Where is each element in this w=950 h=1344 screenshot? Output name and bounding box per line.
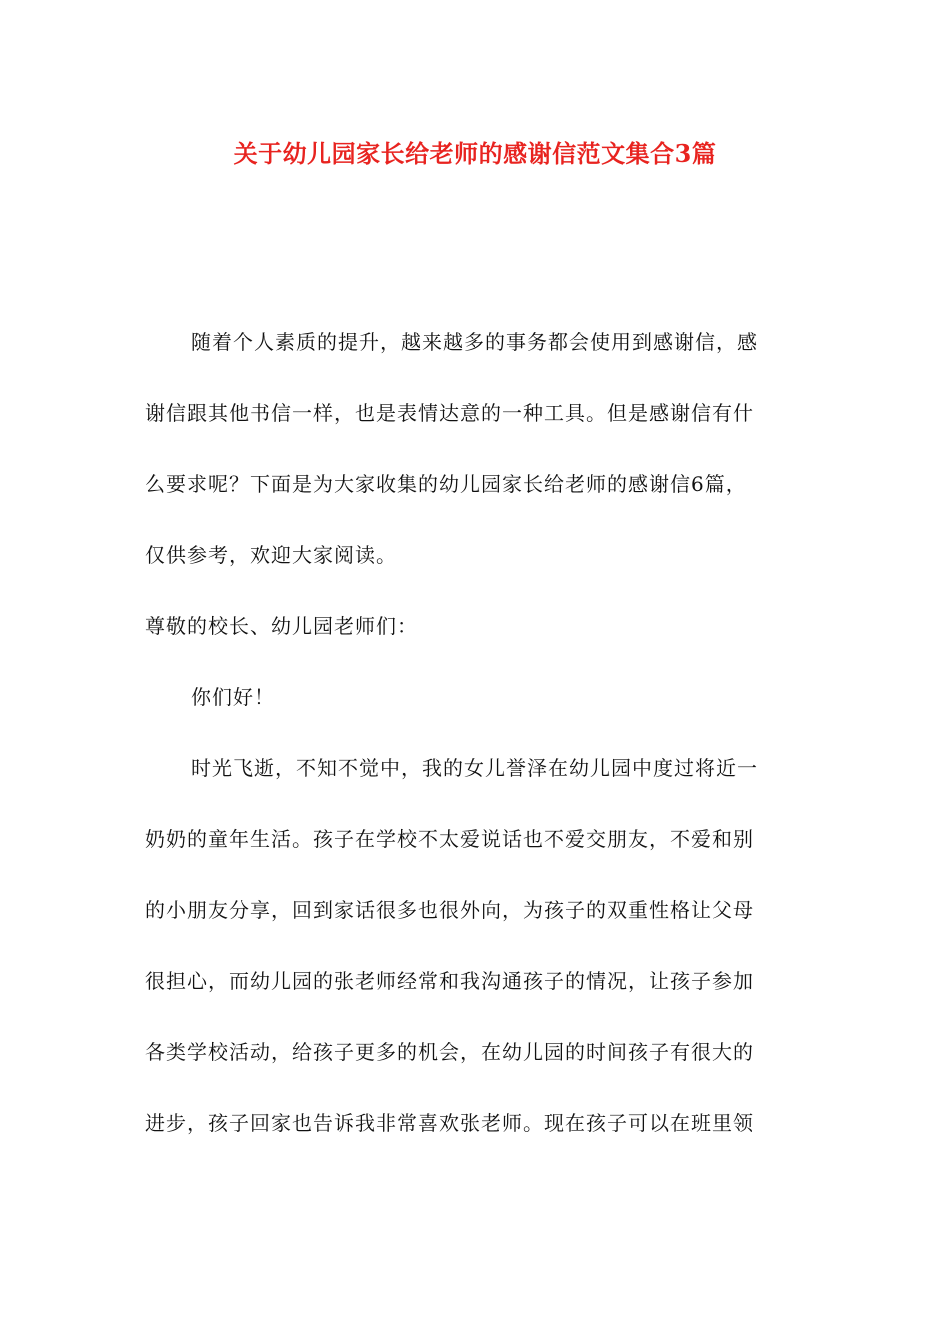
paragraph-line: 仅供参考，欢迎大家阅读。 [145,543,397,567]
salutation-line: 尊敬的校长、幼儿园老师们： [145,614,418,638]
paragraph-line: 的小朋友分享，回到家话很多也很外向，为孩子的双重性格让父母 [145,898,754,922]
paragraph-line: 谢信跟其他书信一样，也是表情达意的一种工具。但是感谢信有什 [145,401,754,425]
paragraph-line: 时光飞逝，不知不觉中，我的女儿誉泽在幼儿园中度过将近一 [191,756,758,780]
document-title: 关于幼儿园家长给老师的感谢信范文集合3篇 [233,139,717,168]
paragraph-line: 么要求呢？下面是为大家收集的幼儿园家长给老师的感谢信6篇， [145,472,747,496]
greeting-line: 你们好！ [191,685,275,709]
paragraph-line: 各类学校活动，给孩子更多的机会，在幼儿园的时间孩子有很大的 [145,1040,754,1064]
paragraph-line: 进步，孩子回家也告诉我非常喜欢张老师。现在孩子可以在班里领 [145,1111,754,1135]
paragraph-line: 随着个人素质的提升，越来越多的事务都会使用到感谢信，感 [191,330,758,354]
paragraph-line: 很担心，而幼儿园的张老师经常和我沟通孩子的情况，让孩子参加 [145,969,754,993]
paragraph-line: 奶奶的童年生活。孩子在学校不太爱说话也不爱交朋友，不爱和别 [145,827,754,851]
document-body [145,322,805,1174]
